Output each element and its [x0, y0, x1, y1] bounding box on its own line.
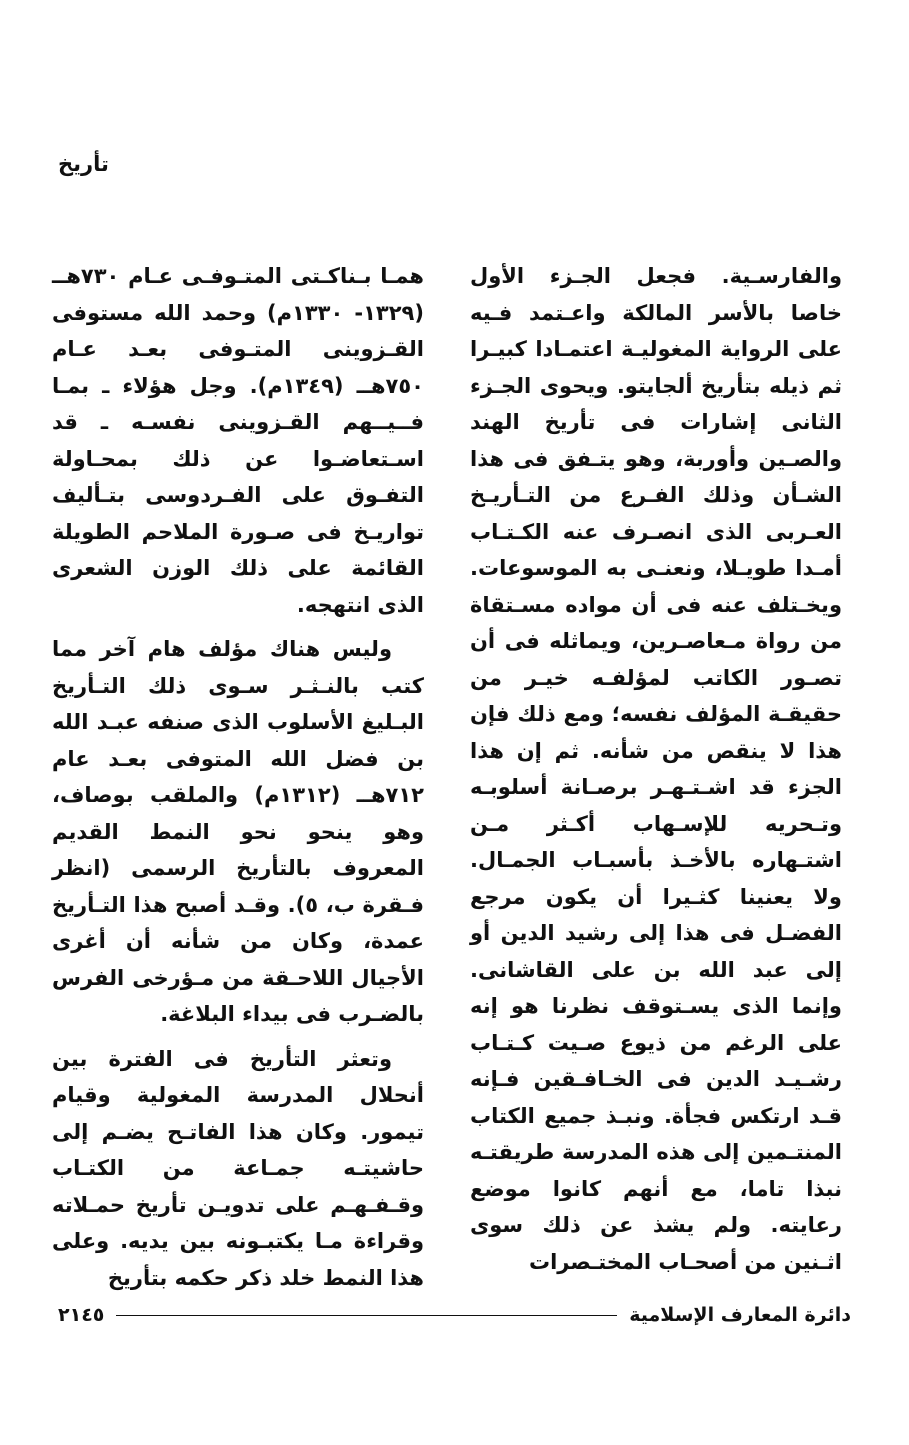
publication-title: دائرة المعارف الإسلامية: [629, 1304, 851, 1326]
text-column-left: [52, 258, 424, 1296]
footer-divider: [116, 1315, 617, 1316]
paragraph: وليس هناك مؤلف هام آخر مما كتب بالنـثـر سـوى ذلك التـأريخ البـليغ الأسلوب الذى صنفه عبـد الله بن فضل الله المتوفى بعـد عام ٧١٢هــ (١٣١٢م) والملقب بوصاف، وهو ينحو نحو النمط القديم المعروف بالتأريخ الرسمى (انظر فـقرة ب، ٥). وقـد أصبح هذا التـأريخ عمدة، وكان من شأنه أن أغرى الأجيال اللاحـقة من مـؤرخى الفرس بالضـرب فى بيداء البلاغة.: [52, 637, 424, 1026]
paragraph: وتعثر التأريخ فى الفترة بين أنحلال المدرسة المغولية وقيام تيمور. وكان هذا الفاتـح يضـم إلى حاشيتـه جمـاعة من الكتـاب وقـفـهـم على تدويـن تأريخ حمـلاته وقراءة مـا يكتبـونه بين يديه. وعلى هذا النمط خلد ذكر حكمه بتأريخ: [52, 1046, 424, 1290]
text-column-right: [470, 258, 842, 1280]
page-footer: [58, 1300, 851, 1330]
paragraph: همـا بـناكـتى المتـوفـى عـام ٧٣٠هــ (١٣٢٩- ١٣٣٠م) وحمد الله مستوفى القـزوينى المتـوفى بعـد عـام ٧٥٠هــ (١٣٤٩م). وجل هؤلاء ـ بمـا فــيــهم القـزوينى نفسـه ـ قد اسـتعاضـوا عن ذلك بمحـاولة التفـوق على الفـردوسى بتـأليف تواريـخ فى صـورة الملاحم الطويلة القائمة على ذلك الوزن الشعرى الذى انتهجه.: [52, 264, 424, 617]
page-number: ٢١٤٥: [58, 1304, 105, 1326]
paragraph: والفارسـية. فجعل الجـزء الأول خاصا بالأسر المالكة واعـتمد فـيه على الرواية المغوليـة اعتمـادا كبيـرا ثم ذيله بتأريخ ألجايتو. ويحوى الجـزء الثانى إشارات فى تأريخ الهند والصـين وأوربة، وهو يتـفق فى هذا الشـأن وذلك الفـرع من التـأريـخ العـربى الذى انصـرف عنه الكـتـاب أمـدا طويـلا، ونعنـى به الموسوعات. ويخـتلف عنه فى أن مواده مسـتقاة من رواة مـعاصـرين، ويماثله فى أن تصـور الكاتب لمؤلفـه خيـر من حقيقـة المؤلف نفسه؛ ومع ذلك فإن هذا لا ينقص من شأنه. ثم إن هذا الجزء قد اشـتـهـر برصـانة أسلوبـه وتـحريه للإسـهاب أكـثر مـن اشتـهاره بالأخـذ بأسبـاب الجمـال. ولا يعنينا كثـيرا أن يكون مرجع الفضـل فى هذا إلى رشيد الدين أو إلى عبد الله بن على القاشانى. وإنما الذى يسـتوقف نظرنا هو إنه على الرغم من ذيوع صـيت كـتـاب رشـيـد الدين فى الخـافـقين فـإنه قـد ارتكس فجأة. ونبـذ جميع الكتاب المنتـمين إلى هذه المدرسة طريقتـه نبذا تاما، مع أنهم كانوا موضع رعايته. ولم يشذ عن ذلك سوى اثـنين من أصحـاب المختـصرات: [470, 264, 842, 1274]
running-head-title: تأريخ: [58, 152, 109, 176]
